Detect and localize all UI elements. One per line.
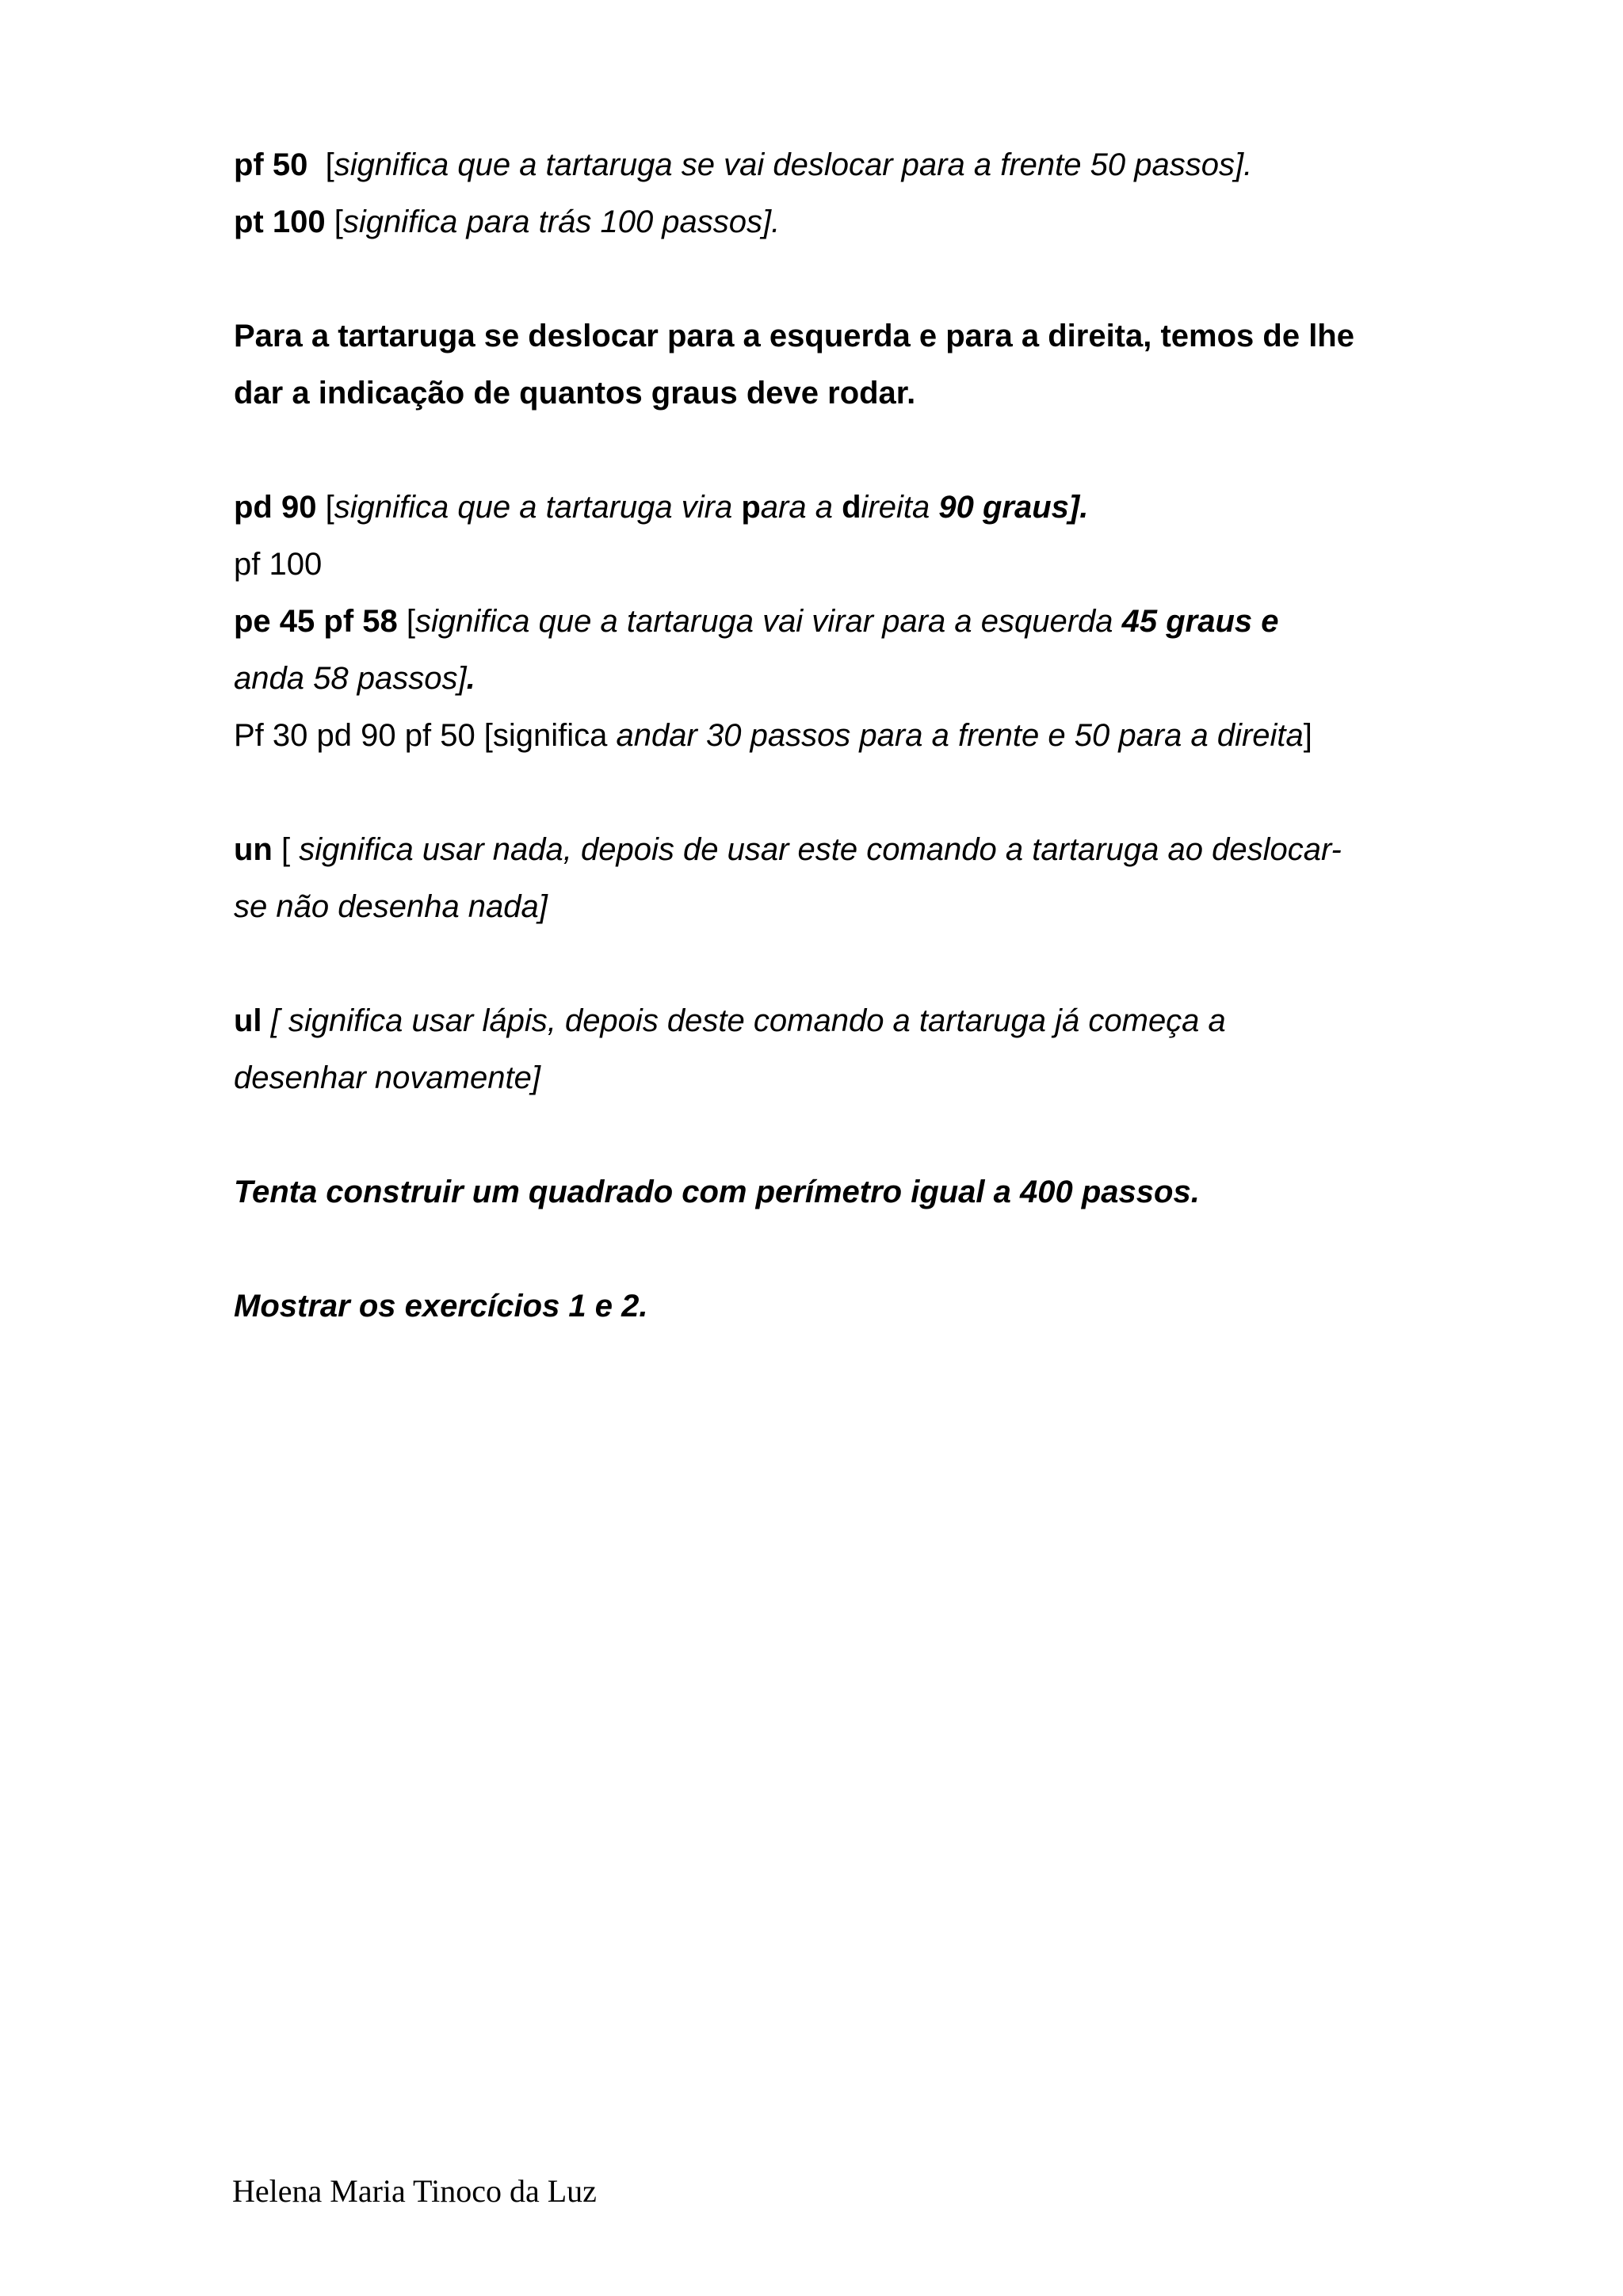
paragraph-pe-45-line2 (234, 650, 1407, 707)
bracket-text: [ (406, 604, 416, 639)
command-text: un (234, 832, 273, 867)
paragraph-rotation-intro-line2: dar a indicação de quantos graus deve rodar. (234, 376, 916, 411)
paragraph-ul-line1 (234, 992, 1407, 1049)
description-end: ]. (1068, 490, 1089, 525)
paragraph-rotation-intro-line1: Para a tartaruga se deslocar para a esquerda e para a direita, temos de lhe (234, 319, 1354, 353)
document-body (234, 136, 1407, 1335)
bracket-text: [ (325, 147, 334, 182)
spacer (234, 1106, 1407, 1163)
bracket-text: [ (325, 490, 334, 525)
paragraph-ul-line2: desenhar novamente] (234, 1060, 540, 1095)
description-text: significa usar nada, depois de usar este comando a tartaruga ao deslocar- (290, 832, 1342, 867)
command-text: pf 50 (234, 147, 308, 182)
command-text: ul (234, 1003, 262, 1038)
paragraph-un-line1 (234, 821, 1407, 878)
bracket-text: ] (1303, 718, 1312, 753)
emphasis-letter: p (741, 490, 761, 525)
emphasis-text: 90 graus (938, 490, 1069, 525)
paragraph-pd-90 (234, 479, 1407, 536)
exercise-show: Mostrar os exercícios 1 e 2. (234, 1289, 648, 1324)
description-text: significa que a tartaruga vira (334, 490, 742, 525)
footer-author: Helena Maria Tinoco da Luz (232, 2173, 597, 2209)
bracket-text: [ (281, 832, 291, 867)
emphasis-letter: d (842, 490, 861, 525)
description-text: ireita (861, 490, 939, 525)
command-text: pe 45 pf 58 (234, 604, 398, 639)
command-text: pd 90 (234, 490, 317, 525)
description-text: ara a (760, 490, 842, 525)
spacer (234, 1221, 1407, 1278)
description-text: anda 58 passos] (234, 661, 467, 696)
paragraph-pe-45-line1 (234, 593, 1407, 650)
paragraph-pf-50 (234, 136, 1407, 193)
spacer (234, 935, 1407, 992)
spacer (234, 422, 1407, 479)
command-text: pt 100 (234, 204, 326, 239)
description-end: . (466, 661, 475, 696)
emphasis-text: 45 graus e (1121, 604, 1279, 639)
paragraph-pf-100: pf 100 (234, 547, 323, 582)
description-text: [ significa usar lápis, depois deste comando a tartaruga já começa a (270, 1003, 1226, 1038)
exercise-instruction: Tenta construir um quadrado com perímetro igual a 400 passos. (234, 1175, 1200, 1209)
spacer (234, 764, 1407, 821)
paragraph-pt-100 (234, 193, 1407, 250)
description-text: significa que a tartaruga vai virar para a esquerda (415, 604, 1122, 639)
description-text: significa que a tartaruga se vai deslocar para a frente 50 passos]. (334, 147, 1253, 182)
paragraph-un-line2: se não desenha nada] (234, 889, 548, 924)
bracket-text: [ (334, 204, 343, 239)
paragraph-pf-30-sequence (234, 707, 1407, 764)
description-text: significa para trás 100 passos]. (342, 204, 781, 239)
description-text: andar 30 passos para a frente e 50 para a direita (616, 718, 1304, 753)
spacer (234, 250, 1407, 308)
sequence-text: Pf 30 pd 90 pf 50 [significa (234, 718, 617, 753)
